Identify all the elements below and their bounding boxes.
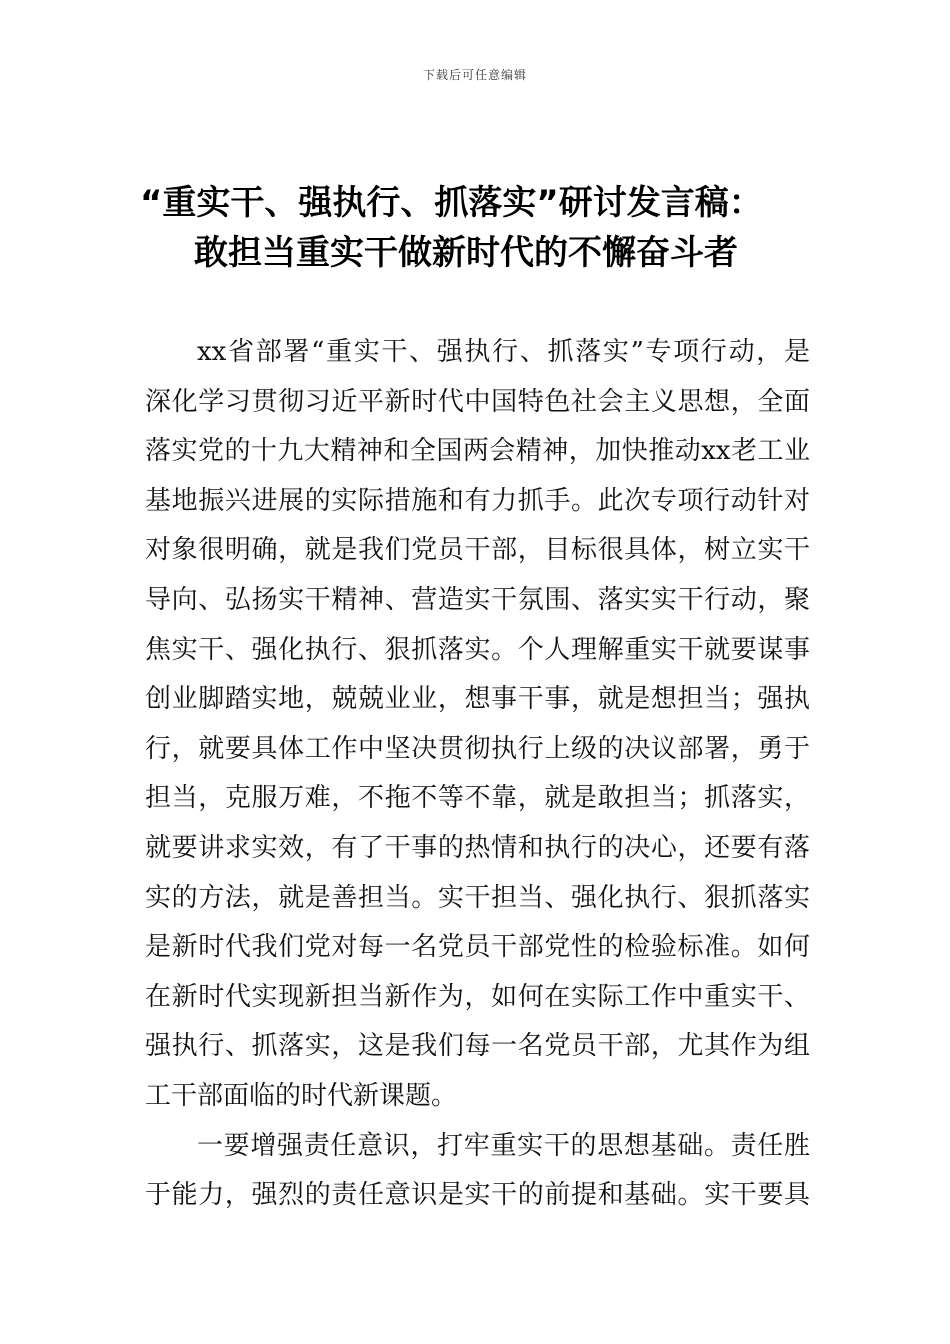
paragraph-line: 行，就要具体工作中坚决贯彻执行上级的决议部署，勇于	[145, 733, 810, 764]
paragraph-line: 担当，克服万难，不拖不等不靠，就是敢担当；抓落实，	[145, 783, 810, 814]
paragraph-line: 就要讲求实效，有了干事的热情和执行的决心，还要有落	[145, 832, 810, 863]
paragraph-2	[145, 1122, 810, 1221]
paragraph-line: 是新时代我们党对每一名党员干部党性的检验标准。如何	[145, 932, 810, 963]
title-line-2: 敢担当重实干做新时代的不懈奋斗者	[194, 233, 738, 273]
paragraph-1	[145, 328, 810, 1122]
paragraph-line: 一要增强责任意识，打牢重实干的思想基础。责任胜	[197, 1130, 810, 1161]
paragraph-line: 深化学习贯彻习近平新时代中国特色社会主义思想，全面	[145, 386, 810, 417]
paragraph-line: xx省部署“重实干、强执行、抓落实”专项行动，是	[197, 337, 810, 367]
paragraph-line: 创业脚踏实地，兢兢业业，想事干事，就是想担当；强执	[145, 684, 810, 715]
paragraph-line: 在新时代实现新担当新作为，如何在实际工作中重实干、	[145, 981, 810, 1012]
paragraph-line: 强执行、抓落实，这是我们每一名党员干部，尤其作为组	[145, 1031, 810, 1062]
title-line-1: “重实干、强执行、抓落实”研讨发言稿：	[140, 183, 763, 223]
header-note: 下载后可任意编辑	[422, 68, 527, 82]
paragraph-line: 实的方法，就是善担当。实干担当、强化执行、狠抓落实	[145, 882, 810, 913]
paragraph-line: 焦实干、强化执行、狠抓落实。个人理解重实干就要谋事	[145, 634, 810, 665]
paragraph-line: 导向、弘扬实干精神、营造实干氛围、落实实干行动，聚	[145, 584, 810, 615]
paragraph-line: 对象很明确，就是我们党员干部，目标很具体，树立实干	[145, 535, 810, 566]
paragraph-line: 基地振兴进展的实际措施和有力抓手。此次专项行动针对	[145, 485, 810, 516]
paragraph-line: 落实党的十九大精神和全国两会精神，加快推动xx老工业	[145, 436, 810, 467]
document-body	[145, 328, 810, 1221]
document-title	[140, 178, 820, 278]
paragraph-line: 于能力，强烈的责任意识是实干的前提和基础。实干要具	[145, 1180, 810, 1211]
paragraph-line: 工干部面临的时代新课题。	[145, 1080, 458, 1111]
